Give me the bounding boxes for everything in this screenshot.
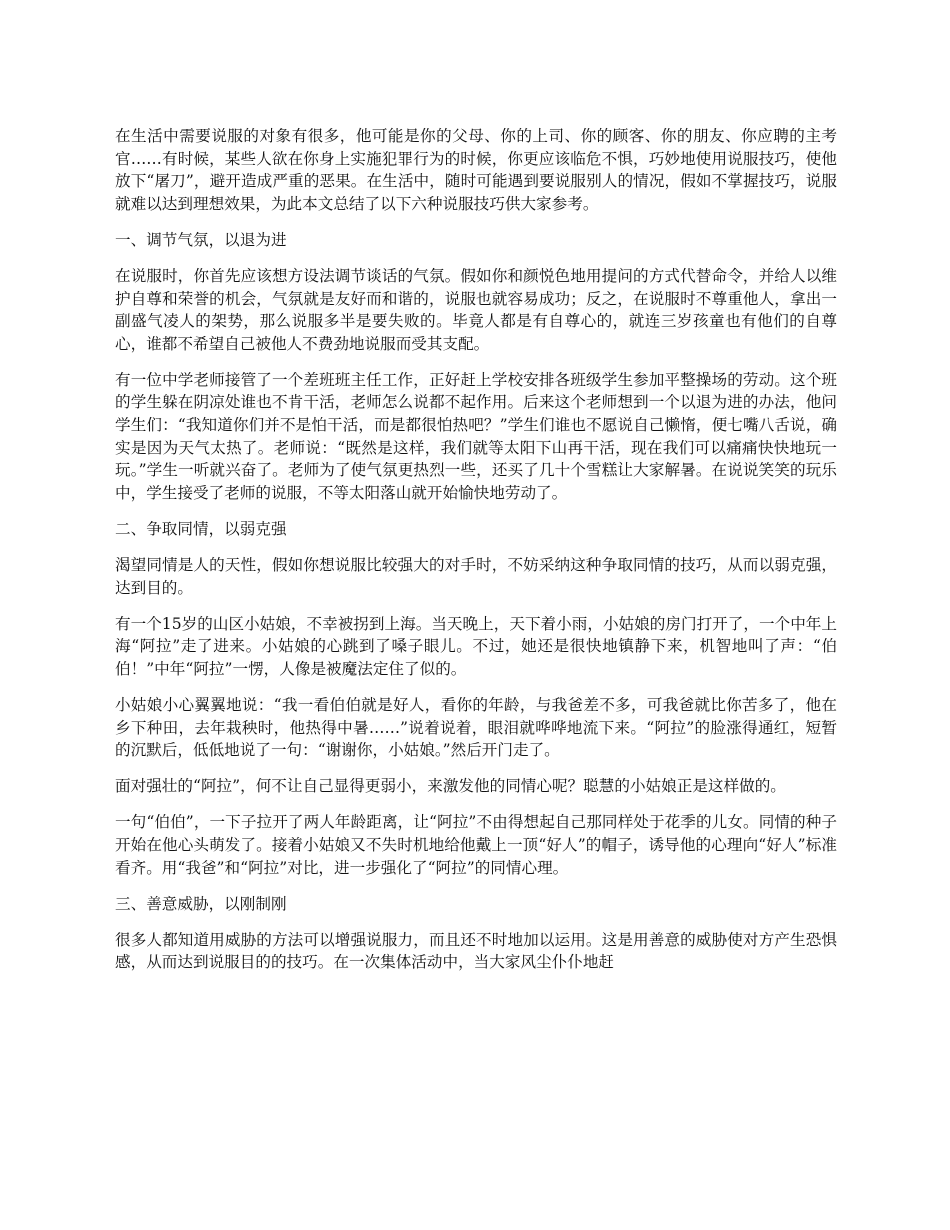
intro-paragraph: 在生活中需要说服的对象有很多，他可能是你的父母、你的上司、你的顾客、你的朋友、你应聘的主考官……有时候，某些人欲在你身上实施犯罪行为的时候，你更应该临危不惧，巧妙地使用说服技巧，使他放下“屠刀”，避开造成严重的恶果。在生活中，随时可能遇到要说服别人的情况，假如不掌握技巧，说服就难以达到理想效果，为此本文总结了以下六种说服技巧供大家参考。 bbox=[115, 127, 837, 213]
section-heading-1: 一、调节气氛，以退为进 bbox=[115, 230, 287, 249]
section2-paragraph-1: 渴望同情是人的天性，假如你想说服比较强大的对手时，不妨采纳这种争取同情的技巧，从而以弱克强，达到目的。 bbox=[115, 556, 837, 597]
document-page bbox=[115, 125, 837, 987]
section2-paragraph-3: 小姑娘小心翼翼地说：“我一看伯伯就是好人，看你的年龄，与我爸差不多，可我爸就比你苦多了，他在乡下种田，去年栽秧时，他热得中暑……”说着说着，眼泪就哗哗地流下来。“阿拉”的脸涨得通红，短暂的沉默后，低低地说了一句：“谢谢你，小姑娘。”然后开门走了。 bbox=[115, 695, 837, 760]
section1-paragraph-1: 在说服时，你首先应该想方设法调节谈话的气氛。假如你和颜悦色地用提问的方式代替命令，并给人以维护自尊和荣誉的机会，气氛就是友好而和谐的，说服也就容易成功；反之，在说服时不尊重他人，拿出一副盛气凌人的架势，那么说服多半是要失败的。毕竟人都是有自尊心的，就连三岁孩童也有他们的自尊心，谁都不希望自己被他人不费劲地说服而受其支配。 bbox=[115, 266, 837, 353]
section2-paragraph-2: 有一个15岁的山区小姑娘，不幸被拐到上海。当天晚上，天下着小雨，小姑娘的房门打开了，一个中年上海“阿拉”走了进来。小姑娘的心跳到了嗓子眼儿。不过，她还是很快地镇静下来，机智地叫了声：“伯伯！”中年“阿拉”一愣，人像是被魔法定住了似的。 bbox=[115, 614, 837, 678]
section3-paragraph-1: 很多人都知道用威胁的方法可以增强说服力，而且还不时地加以运用。这是用善意的威胁使对方产生恐惧感，从而达到说服目的的技巧。在一次集体活动中，当大家风尘仆仆地赶 bbox=[115, 930, 837, 972]
section2-paragraph-5: 一句“伯伯”，一下子拉开了两人年龄距离，让“阿拉”不由得想起自己那同样处于花季的儿女。同情的种子开始在他心头萌发了。接着小姑娘又不失时机地给他戴上一顶“好人”的帽子，诱导他的心理向“好人”标准看齐。用“我爸”和“阿拉”对比，进一步强化了“阿拉”的同情心理。 bbox=[115, 813, 837, 877]
section-heading-3: 三、善意威胁，以刚制刚 bbox=[115, 894, 287, 913]
section-heading-2: 二、争取同情，以弱克强 bbox=[115, 519, 287, 538]
section2-paragraph-4: 面对强壮的“阿拉”，何不让自己显得更弱小，来激发他的同情心呢？聪慧的小姑娘正是这样做的。 bbox=[115, 777, 786, 796]
section1-paragraph-2: 有一位中学老师接管了一个差班班主任工作，正好赶上学校安排各班级学生参加平整操场的劳动。这个班的学生躲在阴凉处谁也不肯干活，老师怎么说都不起作用。后来这个老师想到一个以退为进的办法，他问学生们：“我知道你们并不是怕干活，而是都很怕热吧？”学生们谁也不愿说自己懒惰，便七嘴八舌说，确实是因为天气太热了。老师说：“既然是这样，我们就等太阳下山再干活，现在我们可以痛痛快快地玩一玩。”学生一听就兴奋了。老师为了使气氛更热烈一些，还买了几十个雪糕让大家解暑。在说说笑笑的玩乐中，学生接受了老师的说服，不等太阳落山就开始愉快地劳动了。 bbox=[115, 370, 837, 502]
